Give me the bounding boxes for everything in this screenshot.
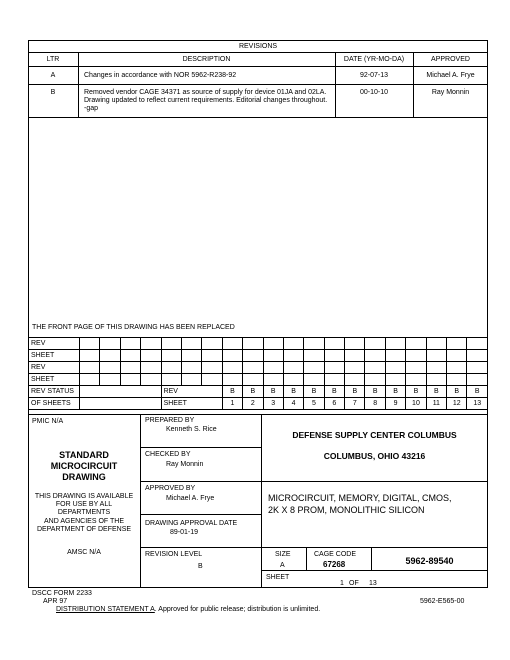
grid-cell [222,374,242,386]
distribution-statement [56,606,320,614]
grid-cell [263,350,283,362]
rule [261,570,488,571]
rule [140,514,261,515]
availability-note: DEPARTMENT OF DEFENSE [36,526,132,533]
revision-description: -gap [84,105,99,112]
grid-cell [141,350,161,362]
revision-status-grid [28,337,488,410]
grid-row [29,386,488,398]
grid-cell [161,362,181,374]
grid-cell [365,374,385,386]
grid-cell [100,374,120,386]
sheet-number: 1 [340,580,344,587]
revision-level: B [198,563,203,570]
grid-cell [467,362,488,374]
grid-row-label: REV [29,338,80,350]
grid-cell [263,374,283,386]
revision-description: Changes in accordance with NOR 5962-R238-92 [84,72,237,79]
grid-cell [467,374,488,386]
availability-note: AND AGENCIES OF THE [44,518,124,525]
grid-row-label: OF SHEETS [29,398,80,410]
grid-cell [324,374,344,386]
grid-cell [304,374,324,386]
revision-description: Removed vendor CAGE 34371 as source of supply for device 01JA and 02LA. [84,89,327,96]
grid-cell [385,338,405,350]
grid-cell [141,338,161,350]
grid-row [29,362,488,374]
grid-cell: 11 [426,398,446,410]
grid-cell: B [345,386,365,398]
grid-cell [80,338,100,350]
description-header: DESCRIPTION [182,56,231,63]
grid-cell [345,350,365,362]
grid-cell [263,362,283,374]
grid-cell [406,350,426,362]
checked-by: Ray Monnin [166,461,204,468]
grid-cell [243,374,263,386]
grid-cell: B [365,386,385,398]
grid-cell: B [447,386,467,398]
size-label: SIZE [275,551,291,558]
grid-cell [447,350,467,362]
grid-cell [222,350,242,362]
grid-cell: B [426,386,446,398]
document-code: 5962-E565-00 [420,598,465,605]
grid-cell: B [467,386,488,398]
grid-cell [324,362,344,374]
sheet-label: SHEET [266,574,290,581]
grid-cell [345,374,365,386]
grid-cell [385,362,405,374]
cage-code: 67268 [323,560,346,569]
grid-cell: 1 [222,398,242,410]
distribution-text: . Approved for public release; distribution is unlimited. [154,606,321,613]
grid-cell: 9 [385,398,405,410]
approval-date-label: DRAWING APPROVAL DATE [145,520,238,527]
revision-ltr: B [50,89,56,96]
grid-cell [385,350,405,362]
grid-cell: B [283,386,303,398]
rule [28,84,488,85]
grid-cell: B [385,386,405,398]
grid-cell [426,362,446,374]
grid-cell [345,338,365,350]
grid-cell [120,338,140,350]
prepared-by: Kenneth S. Rice [166,426,217,433]
grid-cell [283,362,303,374]
approval-date: 89-01-19 [170,529,199,536]
amsc: AMSC N/A [67,549,101,556]
device-title: MICROCIRCUIT, MEMORY, DIGITAL, CMOS, [268,493,452,503]
grid-cell [202,374,222,386]
sheet-of: OF [349,580,359,587]
form-date: APR 97 [43,598,68,605]
grid-cell [467,350,488,362]
revisions-title: REVISIONS [238,43,278,50]
revision-date: 92-07-13 [359,72,389,79]
grid-cell [120,374,140,386]
form-number: DSCC FORM 2233 [32,590,92,597]
grid-cell: B [324,386,344,398]
grid-cell [283,374,303,386]
ltr-header: LTR [46,56,60,63]
approved-by-label: APPROVED BY [145,485,196,492]
sheet-total: 13 [369,580,377,587]
grid-row-label: REV [29,362,80,374]
grid-cell [345,362,365,374]
grid-cell [406,338,426,350]
grid-cell [120,350,140,362]
rule [140,547,488,548]
grid-cell: B [263,386,283,398]
grid-cell [467,338,488,350]
grid-cell [202,350,222,362]
revision-approver: Ray Monnin [431,89,470,96]
revision-level-label: REVISION LEVEL [145,551,203,558]
revision-approver: Michael A. Frye [426,72,475,79]
grid-cell [100,362,120,374]
rule [306,547,307,570]
grid-cell [365,338,385,350]
rule [140,481,488,482]
grid-cell: 6 [324,398,344,410]
agency-city: COLUMBUS, OHIO 43216 [323,451,426,461]
grid-cell [222,362,242,374]
standard-title: DRAWING [62,472,106,482]
standard-title: STANDARD [59,450,109,460]
grid-cell [181,362,201,374]
size-value: A [280,562,285,569]
grid-cell: 8 [365,398,385,410]
grid-cell: REV [161,386,222,398]
grid-cell [80,374,100,386]
grid-cell [141,374,161,386]
grid-cell [222,338,242,350]
rule [28,117,488,118]
approved-by: Michael A. Frye [166,495,215,502]
grid-cell [324,350,344,362]
grid-row [29,350,488,362]
availability-note: FOR USE BY ALL [55,501,113,508]
grid-cell [202,338,222,350]
grid-cell [447,374,467,386]
grid-cell [161,350,181,362]
checked-by-label: CHECKED BY [145,451,191,458]
drawing-number: 5962-89540 [405,556,454,566]
grid-cell [181,338,201,350]
grid-cell [447,338,467,350]
rule [140,414,141,588]
grid-cell [426,350,446,362]
revision-date: 00-10-10 [359,89,389,96]
grid-row-label: SHEET [29,350,80,362]
grid-cell [304,362,324,374]
grid-cell: 2 [243,398,263,410]
grid-cell: 3 [263,398,283,410]
grid-cell: 10 [406,398,426,410]
standard-title: MICROCIRCUIT [50,461,118,471]
availability-note: DEPARTMENTS [57,509,111,516]
grid-cell [385,374,405,386]
grid-cell [120,362,140,374]
grid-cell: 7 [345,398,365,410]
grid-cell [304,350,324,362]
grid-cell: 5 [304,398,324,410]
grid-cell [100,350,120,362]
grid-row [29,374,488,386]
pmic: PMIC N/A [32,418,64,425]
grid-cell [161,374,181,386]
grid-cell [283,350,303,362]
grid-row [29,338,488,350]
grid-cell: 4 [283,398,303,410]
approved-header: APPROVED [431,56,470,63]
grid-cell [283,338,303,350]
grid-cell [243,362,263,374]
grid-cell [243,338,263,350]
grid-row-label: SHEET [29,374,80,386]
grid-cell [304,338,324,350]
grid-cell: SHEET [161,398,222,410]
replaced-note: THE FRONT PAGE OF THIS DRAWING HAS BEEN REPLACED [32,324,235,331]
grid-cell [243,350,263,362]
date-header: DATE (YR-MO-DA) [343,56,405,63]
grid-cell: B [304,386,324,398]
grid-cell [141,362,161,374]
prepared-by-label: PREPARED BY [145,417,195,424]
cage-code-label: CAGE CODE [314,551,357,558]
grid-cell [181,350,201,362]
grid-cell [181,374,201,386]
grid-cell [80,362,100,374]
availability-note: THIS DRAWING IS AVAILABLE [34,493,134,500]
rule [28,52,488,53]
grid-cell: B [406,386,426,398]
rule [28,414,488,415]
grid-cell [161,338,181,350]
grid-cell [80,386,162,398]
rule [261,414,262,588]
distribution-label: DISTRIBUTION STATEMENT A [56,606,155,613]
grid-cell: 12 [447,398,467,410]
grid-cell [324,338,344,350]
agency-name: DEFENSE SUPPLY CENTER COLUMBUS [292,430,457,440]
grid-cell [100,338,120,350]
grid-row-label: REV STATUS [29,386,80,398]
grid-cell [406,374,426,386]
revision-ltr: A [50,72,56,79]
device-title: 2K X 8 PROM, MONOLITHIC SILICON [268,505,425,515]
grid-cell [426,338,446,350]
grid-cell [80,398,162,410]
grid-cell [365,350,385,362]
grid-cell: B [243,386,263,398]
rule [140,447,261,448]
revision-description: Drawing updated to reflect current requirements. Editorial changes throughout. [84,97,328,104]
rule [28,66,488,67]
grid-cell [263,338,283,350]
grid-cell [447,362,467,374]
grid-cell [426,374,446,386]
grid-cell [80,350,100,362]
grid-cell [365,362,385,374]
grid-cell: 13 [467,398,488,410]
grid-cell [202,362,222,374]
grid-cell [406,362,426,374]
grid-cell: B [222,386,242,398]
grid-row [29,398,488,410]
